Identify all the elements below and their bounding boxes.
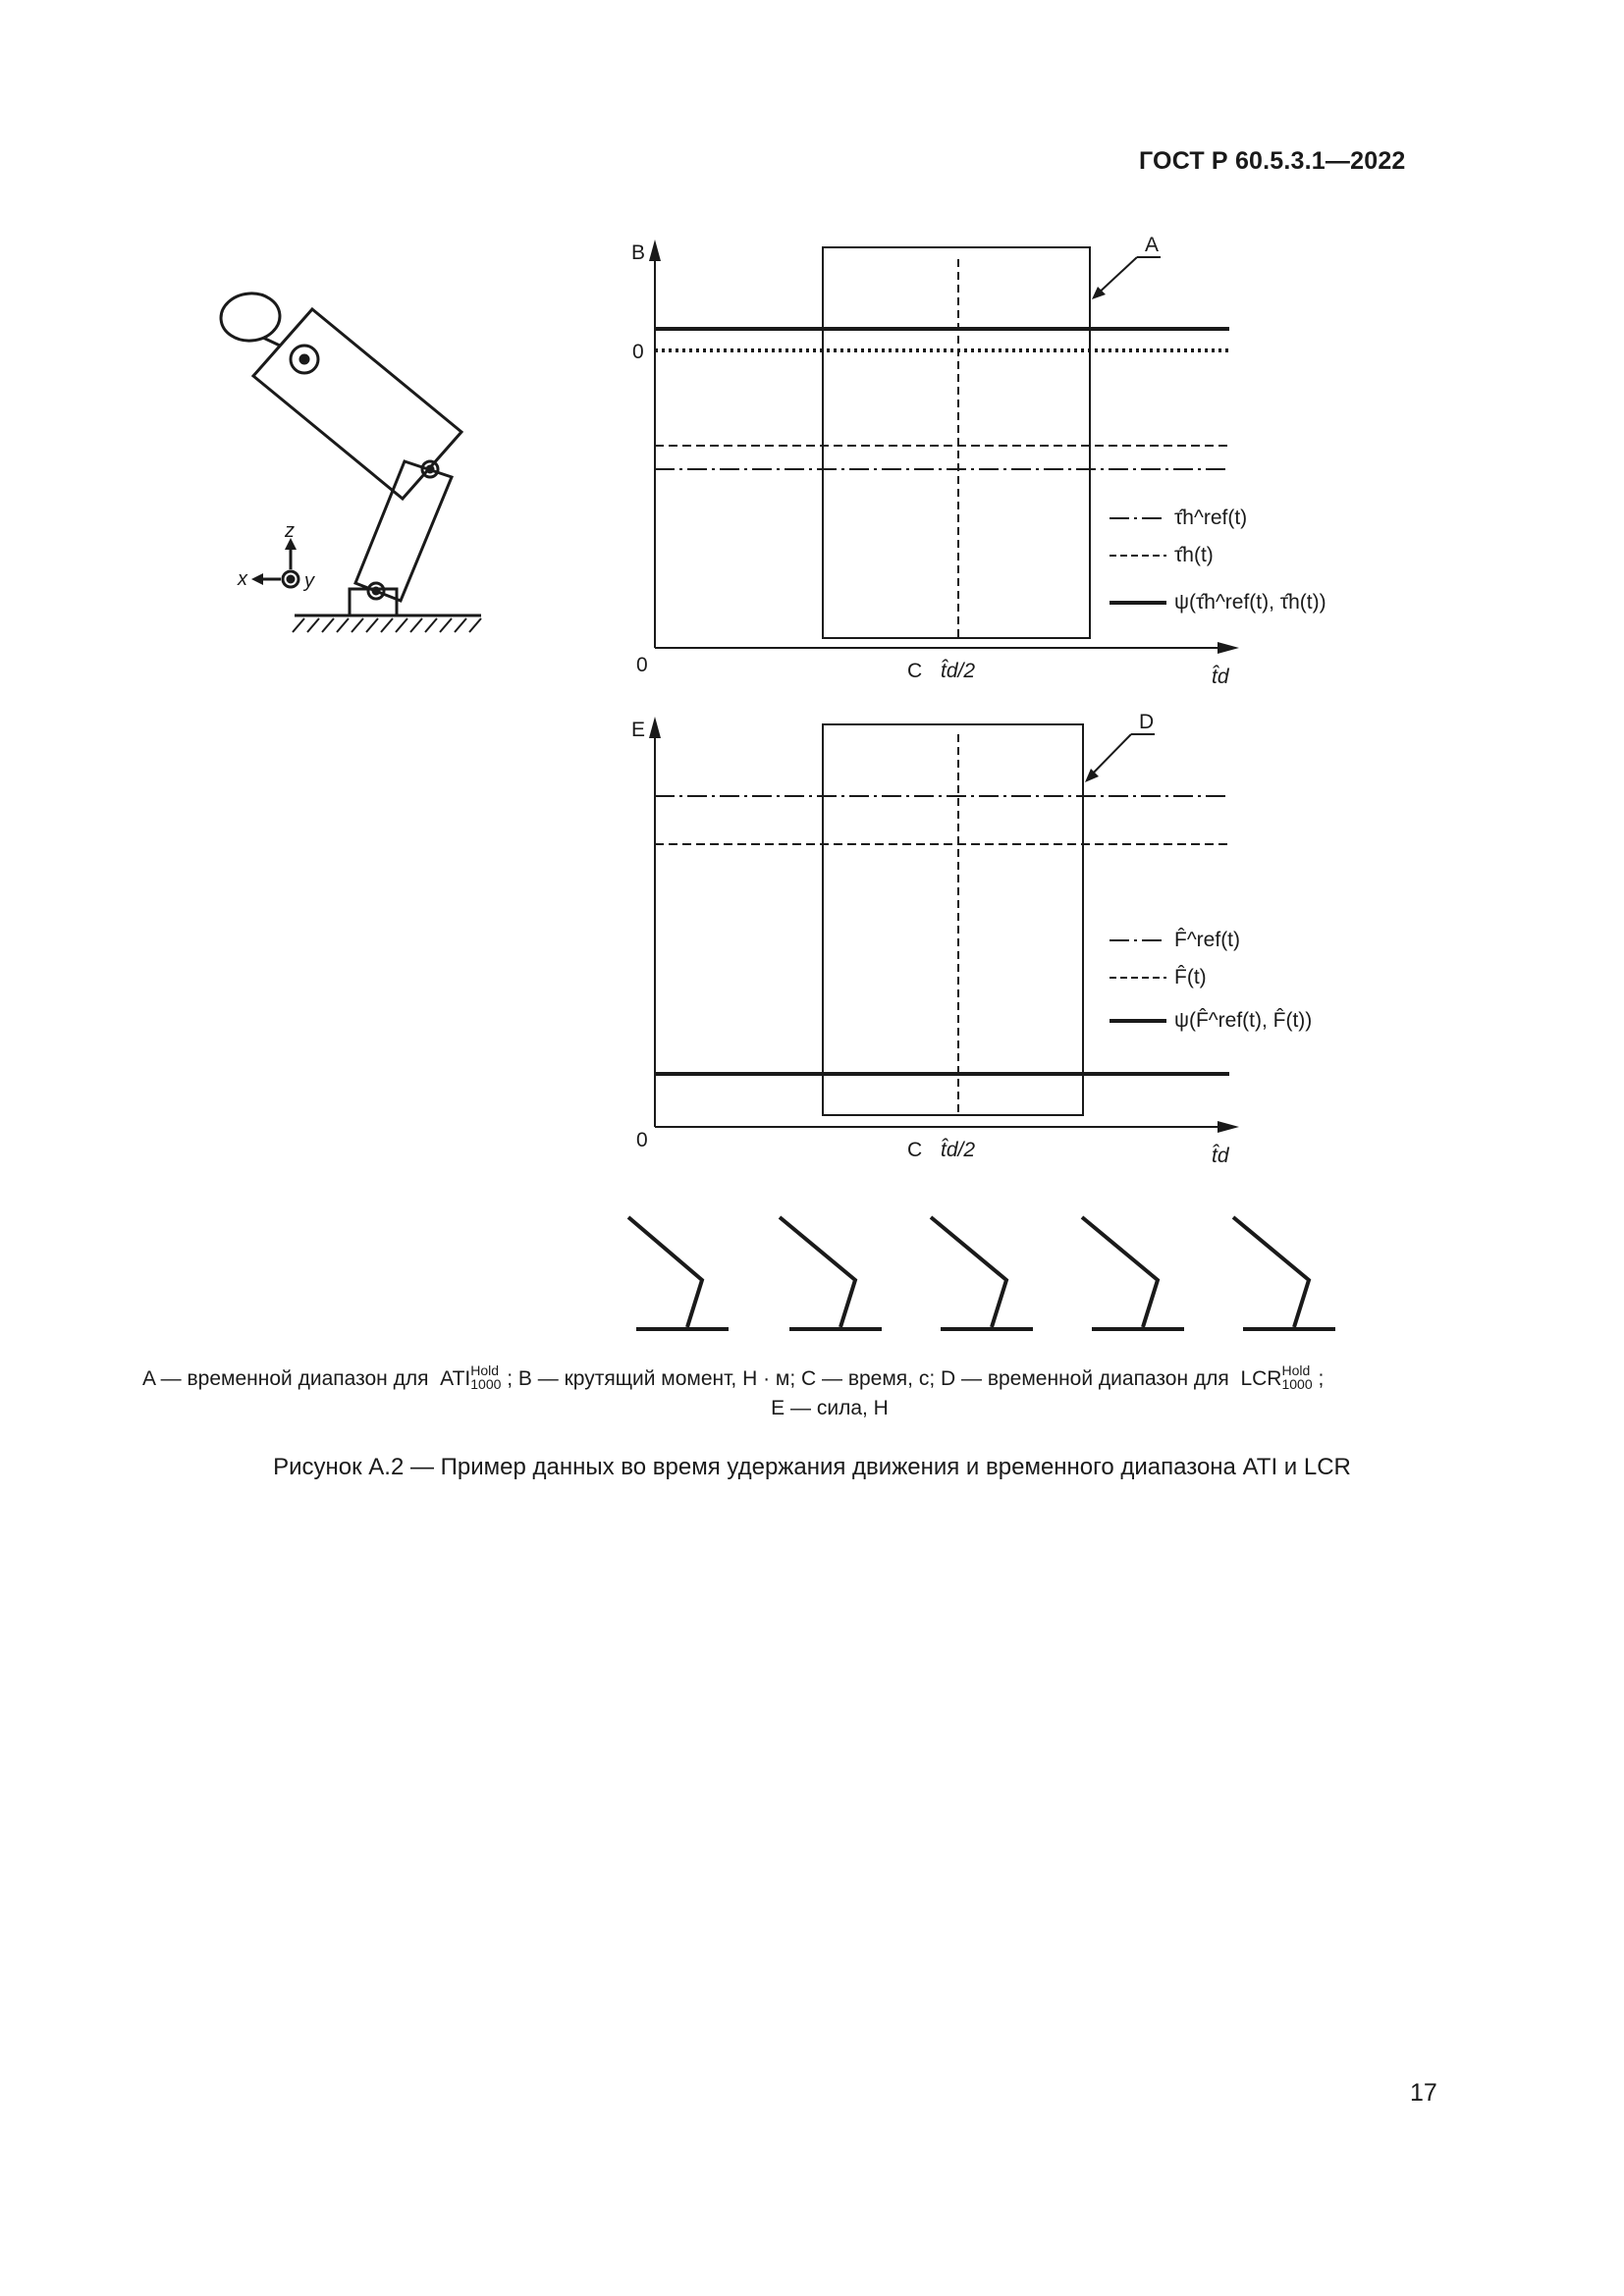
key-ati-hold: Hold: [470, 1362, 500, 1379]
bottom-callout-letter: D: [1139, 711, 1155, 733]
top-x-mid: t̂d/2: [941, 660, 976, 682]
bottom-legend-3: ψ(F̂^ref(t), F̂(t)): [1174, 1009, 1313, 1032]
chart-bottom: [649, 717, 1239, 1133]
top-y-letter: B: [631, 241, 646, 264]
bottom-origin: 0: [636, 1129, 648, 1151]
top-zero-level: 0: [632, 341, 644, 363]
top-x-end: t̂d: [1212, 666, 1229, 688]
key-part-b: ; B — крутящий момент, Н · м; C — время, с; D — временной диапазон для: [507, 1367, 1229, 1390]
top-time-window: [823, 247, 1090, 638]
axis-z-label: z: [285, 520, 295, 542]
page-number: 17: [1410, 2079, 1437, 2107]
bottom-time-window: [823, 724, 1083, 1115]
top-origin: 0: [636, 654, 648, 676]
bottom-legend-2: F̂(t): [1174, 966, 1207, 988]
robot-foot: [350, 589, 359, 614]
standard-code: ГОСТ Р 60.5.3.1—2022: [1139, 147, 1406, 175]
robot-leg: [355, 461, 452, 601]
top-x-prefix: C: [907, 660, 923, 682]
pose-2: [780, 1217, 882, 1329]
figure-caption: Рисунок А.2 — Пример данных во время удержания движения и временного диапазона ATI и LCR: [273, 1454, 1351, 1480]
key-lcr-1000: 1000: [1281, 1376, 1313, 1393]
key-part-a: A — временной диапазон для: [142, 1367, 429, 1390]
bottom-y-letter: E: [631, 719, 646, 741]
key-ati-1000: 1000: [470, 1376, 502, 1393]
top-callout-letter: A: [1145, 234, 1160, 256]
bottom-x-prefix: C: [907, 1139, 923, 1161]
robot-head: [219, 291, 282, 343]
key-semicolon: ;: [1318, 1367, 1325, 1390]
key-ati-scripts: [470, 1363, 501, 1391]
top-legend-2: τ̂h(t): [1174, 544, 1214, 566]
key-lcr: LCR: [1240, 1367, 1282, 1390]
key-ati: ATI: [440, 1367, 471, 1390]
axis-x-label: x: [238, 568, 247, 590]
pose-1: [628, 1217, 729, 1329]
coordinate-frame: [251, 538, 298, 587]
key-lcr-hold: Hold: [1281, 1362, 1311, 1379]
bottom-x-end: t̂d: [1212, 1145, 1229, 1167]
axis-y-label: y: [304, 570, 314, 592]
top-legend-1: τ̂h^ref(t): [1174, 507, 1248, 529]
robot-sketch: [219, 291, 481, 632]
key-lcr-scripts: [1281, 1363, 1312, 1391]
pose-5: [1233, 1217, 1335, 1329]
top-legend-3: ψ(τ̂h^ref(t), τ̂h(t)): [1174, 591, 1326, 614]
figure-key: [142, 1364, 1517, 1423]
chart-top: [649, 240, 1239, 654]
pose-3: [931, 1217, 1033, 1329]
pose-strip: [628, 1217, 1335, 1329]
key-line-2: E — сила, Н: [771, 1397, 889, 1419]
bottom-x-mid: t̂d/2: [941, 1139, 976, 1161]
pose-4: [1082, 1217, 1184, 1329]
bottom-legend-1: F̂^ref(t): [1174, 929, 1241, 951]
